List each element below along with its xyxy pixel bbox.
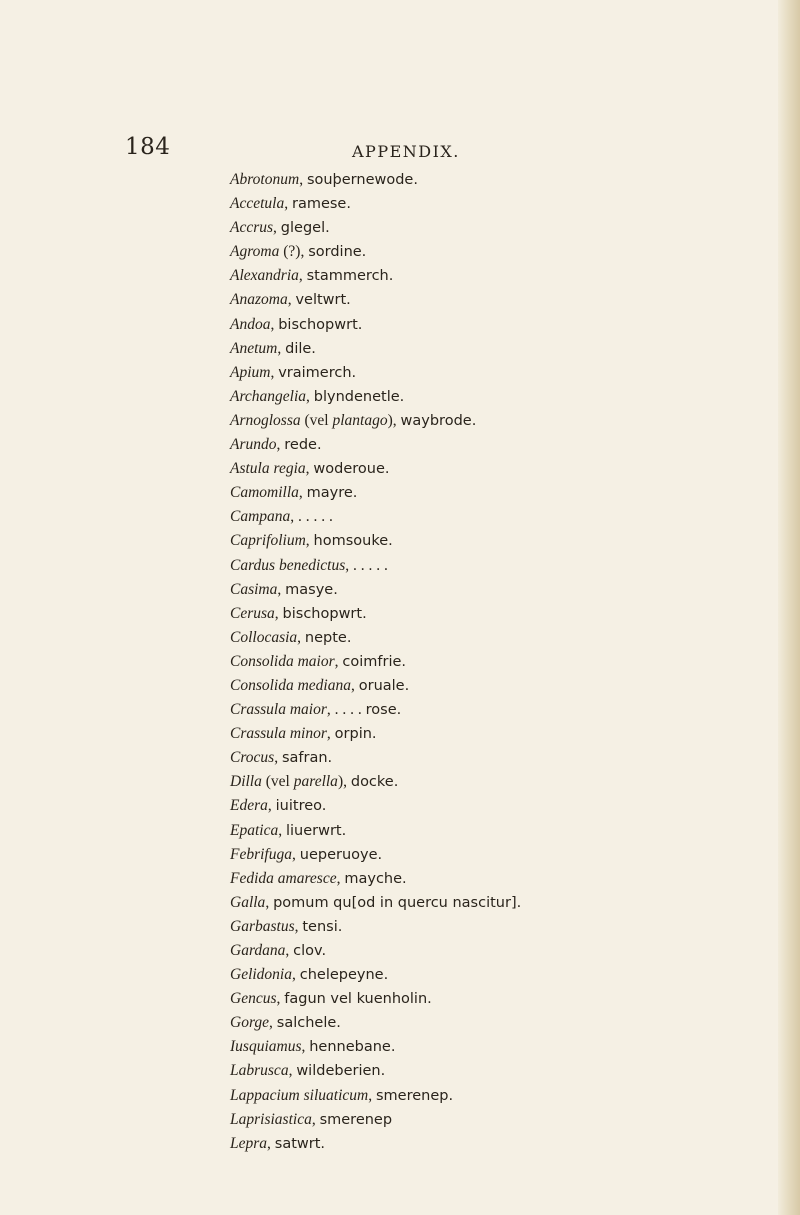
- vernacular-gloss: nepte.: [304, 629, 352, 646]
- separator: ,: [284, 195, 292, 213]
- separator: ,: [326, 725, 335, 743]
- glossary-entry: [230, 264, 770, 288]
- glossary-entry: [230, 1084, 770, 1108]
- latin-term: Iusquiamus: [230, 1038, 302, 1056]
- vernacular-gloss: rose.: [365, 702, 402, 719]
- vernacular-gloss: sordine.: [308, 244, 367, 261]
- vernacular-gloss: souþernewode.: [306, 172, 418, 188]
- separator: ,: [274, 604, 283, 622]
- separator: ,: [276, 436, 285, 454]
- separator: ,: [305, 460, 314, 478]
- vernacular-gloss: woderoue.: [313, 461, 390, 478]
- glossary-entry: [230, 554, 770, 578]
- latin-term: Camomilla: [230, 484, 299, 502]
- vernacular-gloss: ueperuoye.: [299, 846, 383, 863]
- glossary-entry: [230, 313, 770, 337]
- separator: ,: [299, 171, 307, 188]
- latin-term: Alexandria: [230, 267, 299, 285]
- latin-term: Edera: [230, 797, 268, 815]
- separator: (?),: [279, 243, 309, 261]
- latin-term: Gelidonia: [230, 966, 292, 984]
- vernacular-gloss: veltwrt.: [295, 292, 351, 309]
- glossary-entry: [230, 939, 770, 963]
- latin-term: Arnoglossa: [230, 411, 301, 429]
- vernacular-gloss: pomum qu[od in quercu nascitur].: [273, 894, 522, 911]
- separator: (vel: [300, 411, 333, 429]
- vernacular-gloss: chelepeyne.: [299, 967, 389, 984]
- glossary-entry: [230, 529, 770, 553]
- separator: ,: [277, 339, 286, 357]
- glossary-entry: [230, 385, 770, 409]
- separator: , . . . . .: [345, 556, 388, 574]
- latin-term: Cardus benedictus: [230, 556, 346, 574]
- vernacular-gloss: bischopwrt.: [278, 316, 363, 333]
- glossary-entry: [230, 409, 770, 433]
- glossary-entry: [230, 915, 770, 939]
- glossary-entry: [230, 963, 770, 987]
- glossary-entry: [230, 288, 770, 312]
- latin-term: Consolida maior: [230, 652, 335, 670]
- latin-term: Gorge: [230, 1014, 270, 1032]
- separator: ,: [305, 532, 314, 550]
- glossary-entry: [230, 361, 770, 385]
- latin-term: Arundo: [230, 436, 277, 454]
- separator: ,: [306, 387, 314, 405]
- latin-term: Crocus: [230, 749, 275, 767]
- separator: ,: [288, 1062, 297, 1080]
- glossary-entry: [230, 602, 770, 626]
- latin-term: Consolida mediana: [230, 676, 351, 694]
- glossary-entry: [230, 1108, 770, 1132]
- glossary-entry: [230, 770, 770, 794]
- separator: ,: [292, 966, 300, 984]
- separator: ,: [287, 291, 296, 309]
- glossary-entry: [230, 1059, 770, 1083]
- separator: ,: [298, 484, 307, 502]
- glossary-entry: [230, 216, 770, 240]
- glossary-entry: [230, 794, 770, 818]
- vernacular-gloss: oruale.: [358, 677, 410, 694]
- latin-term: Crassula maior: [230, 701, 327, 719]
- latin-term: Epatica: [230, 821, 279, 839]
- glossary-entry: [230, 505, 770, 529]
- separator: ),: [387, 411, 401, 429]
- glossary-entry: [230, 192, 770, 216]
- vernacular-gloss: blyndenetle.: [313, 388, 405, 405]
- latin-term: Campana: [230, 508, 291, 526]
- separator: ),: [337, 773, 351, 791]
- latin-term: Garbastus: [230, 917, 295, 935]
- vernacular-gloss: stammerch.: [306, 268, 394, 285]
- glossary-entry: [230, 650, 770, 674]
- glossary-entry: [230, 1132, 770, 1156]
- latin-term: Cerusa: [230, 604, 275, 622]
- separator: ,: [297, 628, 305, 646]
- glossary-entry: [230, 843, 770, 867]
- vernacular-gloss: fagun vel kuenholin.: [284, 991, 432, 1008]
- glossary-entry: [230, 457, 770, 481]
- glossary-entry: [230, 168, 770, 192]
- latin-term: Anazoma: [230, 291, 288, 309]
- latin-term: Crassula minor: [230, 725, 327, 743]
- separator: ,: [334, 652, 343, 670]
- vernacular-gloss: coimfrie.: [342, 653, 407, 670]
- vernacular-gloss: liuerwrt.: [285, 822, 347, 839]
- glossary-entry: [230, 240, 770, 264]
- latin-term: Febrifuga: [230, 845, 292, 863]
- separator: ,: [265, 893, 274, 911]
- vernacular-gloss: satwrt.: [274, 1135, 326, 1152]
- vernacular-gloss: iuitreo.: [275, 798, 327, 815]
- glossary-entry: [230, 433, 770, 457]
- vernacular-gloss: dile.: [285, 340, 316, 357]
- separator: (vel: [261, 773, 294, 791]
- latin-term: Gencus: [230, 990, 277, 1008]
- glossary-entry: [230, 337, 770, 361]
- separator: ,: [267, 1134, 275, 1152]
- vernacular-gloss: glegel.: [280, 220, 330, 237]
- separator: ,: [270, 363, 279, 381]
- separator: ,: [336, 869, 345, 887]
- glossary-entry: [230, 578, 770, 602]
- page-number: 184: [125, 134, 171, 160]
- latin-term: Lappacium siluaticum: [230, 1086, 369, 1104]
- glossary-entry: [230, 891, 770, 915]
- latin-term: Collocasia: [230, 628, 298, 646]
- glossary-entry: [230, 1011, 770, 1035]
- running-head: APPENDIX.: [352, 142, 460, 161]
- separator: ,: [285, 942, 294, 959]
- latin-term: Accetula: [230, 195, 285, 213]
- glossary-entry: [230, 819, 770, 843]
- separator: ,: [269, 1014, 277, 1032]
- separator: ,: [274, 749, 282, 767]
- latin-variant: plantago: [332, 411, 388, 429]
- glossary-entry: [230, 698, 770, 722]
- vernacular-gloss: safran.: [281, 750, 333, 767]
- separator: ,: [301, 1038, 310, 1056]
- latin-term: Casima: [230, 580, 278, 598]
- vernacular-gloss: mayre.: [306, 485, 358, 502]
- latin-term: Fedida amaresce: [230, 869, 337, 887]
- vernacular-gloss: vraimerch.: [278, 364, 357, 381]
- vernacular-gloss: smerenep.: [375, 1087, 454, 1104]
- separator: ,: [351, 676, 359, 694]
- separator: ,: [311, 1110, 320, 1128]
- latin-term: Accrus: [230, 219, 274, 237]
- vernacular-gloss: rede.: [284, 437, 322, 454]
- separator: , . . . . .: [290, 508, 333, 526]
- latin-term: Caprifolium: [230, 532, 306, 550]
- separator: ,: [267, 797, 276, 815]
- vernacular-gloss: masye.: [285, 581, 338, 598]
- glossary-entry: [230, 722, 770, 746]
- separator: ,: [273, 219, 281, 237]
- vernacular-gloss: wildeberien.: [296, 1063, 386, 1080]
- latin-term: Archangelia: [230, 387, 307, 405]
- latin-term: Galla: [230, 893, 266, 911]
- latin-term: Labrusca: [230, 1062, 289, 1080]
- latin-term: Apium: [230, 363, 271, 381]
- separator: ,: [270, 315, 279, 333]
- vernacular-gloss: mayche.: [344, 870, 407, 887]
- glossary-entry: [230, 987, 770, 1011]
- separator: ,: [277, 580, 286, 598]
- vernacular-gloss: orpin.: [334, 726, 377, 743]
- latin-variant: parella: [293, 773, 338, 791]
- separator: , . . . .: [326, 701, 366, 719]
- vernacular-gloss: ramese.: [291, 196, 351, 213]
- page-edge: [778, 0, 800, 1215]
- separator: ,: [298, 267, 307, 285]
- latin-term: Astula regia: [230, 460, 306, 478]
- glossary-entry: [230, 867, 770, 891]
- glossary-entry: [230, 674, 770, 698]
- separator: ,: [278, 821, 286, 839]
- vernacular-gloss: hennebane.: [309, 1039, 396, 1056]
- latin-term: Lepra: [230, 1134, 268, 1152]
- glossary-entry: [230, 481, 770, 505]
- vernacular-gloss: smerenep: [319, 1111, 393, 1128]
- latin-term: Gardana: [230, 942, 286, 959]
- latin-term: Laprisiastica: [230, 1110, 312, 1128]
- vernacular-gloss: clov.: [293, 943, 327, 959]
- separator: ,: [276, 990, 285, 1008]
- vernacular-gloss: docke.: [350, 774, 399, 791]
- vernacular-gloss: tensi.: [302, 918, 343, 935]
- latin-term: Anetum: [230, 339, 278, 357]
- glossary-list: [230, 168, 770, 1156]
- latin-term: Agroma: [230, 243, 280, 261]
- vernacular-gloss: waybrode.: [400, 412, 477, 429]
- latin-term: Dilla: [230, 773, 262, 791]
- latin-term: Abrotonum: [230, 171, 300, 188]
- vernacular-gloss: salchele.: [276, 1015, 341, 1032]
- vernacular-gloss: bischopwrt.: [282, 605, 367, 622]
- glossary-entry: [230, 626, 770, 650]
- separator: ,: [292, 845, 300, 863]
- glossary-entry: [230, 1035, 770, 1059]
- glossary-entry: [230, 746, 770, 770]
- separator: ,: [368, 1086, 376, 1104]
- separator: ,: [294, 917, 303, 935]
- latin-term: Andoa: [230, 315, 271, 333]
- vernacular-gloss: homsouke.: [313, 533, 393, 550]
